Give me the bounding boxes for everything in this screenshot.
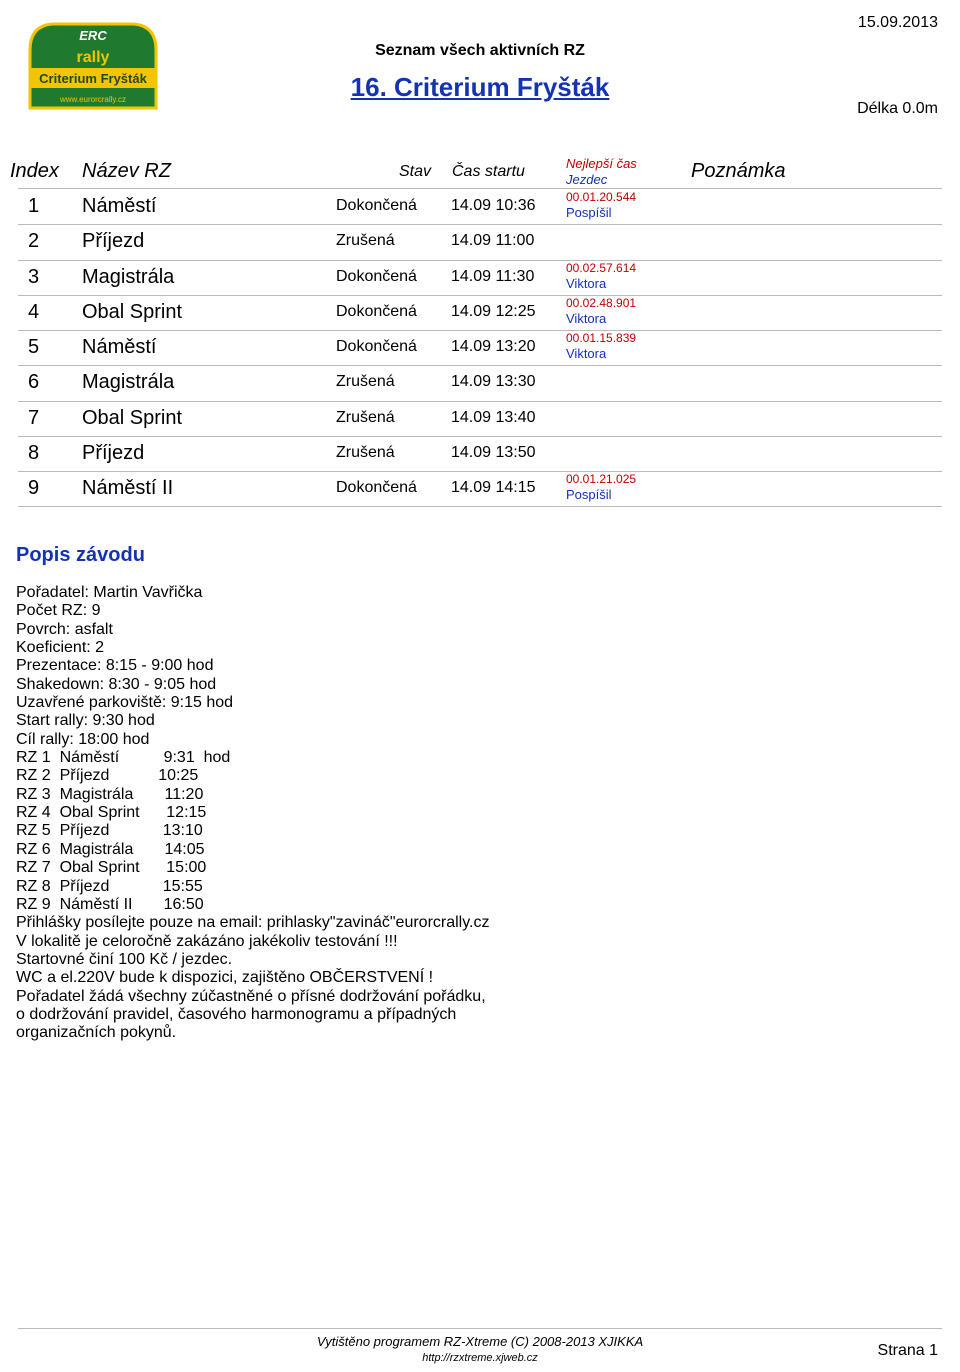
logo-rally-text: rally: [76, 49, 110, 66]
row-index: 7: [28, 406, 40, 429]
logo-erc-text: ERC: [79, 28, 107, 43]
row-index: 1: [28, 195, 40, 217]
table-row: [0, 261, 960, 296]
description-line: o dodržování pravidel, časového harmonogramu a případných: [16, 1005, 457, 1023]
total-length: Délka 0.0m: [857, 100, 938, 117]
print-date: 15.09.2013: [857, 14, 938, 31]
row-best-time: 00.02.57.614: [566, 260, 637, 275]
row-stage-name: Náměstí: [82, 336, 157, 358]
row-status: Dokončená: [336, 479, 417, 496]
description-line: Pořadatel žádá všechny zúčastněné o přísné dodržování pořádku,: [16, 987, 486, 1005]
row-status: Dokončená: [336, 197, 417, 214]
row-start-time: 14.09 11:30: [451, 267, 535, 285]
row-stage-name: Náměstí II: [82, 477, 174, 499]
footer-printed-by: Vytištěno programem RZ-Xtreme (C) 2008-2013 XJIKKA: [316, 1334, 644, 1349]
column-header-index: Index: [10, 160, 59, 182]
page-subtitle: Seznam všech aktivních RZ: [375, 42, 585, 59]
row-index: 5: [28, 336, 40, 358]
description-line: RZ 5 Příjezd 13:10: [16, 822, 203, 840]
row-index: 8: [28, 441, 40, 464]
description-line: RZ 1 Náměstí 9:31 hod: [16, 749, 231, 767]
description-line: Shakedown: 8:30 - 9:05 hod: [16, 675, 217, 693]
description-line: V lokalitě je celoročně zakázáno jakékoliv testování !!!: [16, 932, 398, 950]
row-start-time: 14.09 13:20: [451, 338, 536, 355]
table-row: [0, 402, 960, 437]
row-start-time: 14.09 12:25: [451, 302, 536, 320]
row-best-time: 00.01.20.544: [566, 190, 637, 204]
row-index: 6: [28, 371, 40, 394]
page-title[interactable]: 16. Criterium Fryšták: [350, 72, 610, 102]
description-line: RZ 9 Náměstí II 16:50: [16, 895, 204, 913]
table-row: [0, 190, 960, 225]
row-start-time: 14.09 14:15: [451, 479, 536, 496]
row-status: Dokončená: [336, 302, 417, 320]
description-line: Uzavřené parkoviště: 9:15 hod: [16, 694, 234, 712]
description-line: Počet RZ: 9: [16, 602, 101, 620]
race-description: [16, 584, 489, 1043]
row-index: 9: [28, 477, 40, 499]
row-best-time: 00.01.21.025: [566, 472, 637, 486]
description-line: WC a el.220V bude k dispozici, zajištěno OBČERSTVENÍ !: [16, 969, 434, 987]
footer-divider: [18, 1328, 942, 1329]
table-row: [0, 437, 960, 472]
table-row: [0, 225, 960, 260]
row-driver: Viktora: [566, 346, 607, 361]
description-line: Startovné činí 100 Kč / jezdec.: [16, 950, 233, 968]
description-line: Povrch: asfalt: [16, 620, 113, 638]
description-line: RZ 4 Obal Sprint 12:15: [16, 804, 207, 822]
row-start-time: 14.09 10:36: [451, 197, 536, 214]
row-index: 3: [28, 265, 40, 288]
row-divider: [18, 506, 942, 507]
description-line: Cíl rally: 18:00 hod: [16, 730, 150, 748]
column-header-note: Poznámka: [691, 160, 786, 182]
table-row: [0, 472, 960, 507]
row-status: Zrušená: [336, 443, 395, 461]
row-status: Dokončená: [336, 267, 417, 285]
logo-url-text: www.eurorcrally.cz: [59, 95, 127, 104]
description-line: Přihlášky posílejte pouze na email: prihlasky"zavináč"eurorcrally.cz: [16, 914, 490, 932]
section-title: Popis závodu: [16, 544, 145, 566]
row-status: Zrušená: [336, 232, 395, 250]
column-header-driver: Jezdec: [566, 172, 608, 187]
row-best-time: 00.01.15.839: [566, 331, 637, 345]
row-best-time: 00.02.48.901: [566, 295, 637, 310]
row-stage-name: Příjezd: [82, 441, 145, 464]
column-header-name: Název RZ: [82, 160, 171, 182]
table-row: [0, 366, 960, 401]
row-start-time: 14.09 13:30: [451, 373, 536, 391]
column-header-stav: Stav: [399, 163, 432, 180]
row-stage-name: Obal Sprint: [82, 406, 183, 429]
row-index: 4: [28, 300, 40, 323]
description-line: RZ 7 Obal Sprint 15:00: [16, 859, 207, 877]
row-stage-name: Magistrála: [82, 265, 175, 288]
description-line: Koeficient: 2: [16, 639, 105, 657]
row-stage-name: Náměstí: [82, 195, 157, 217]
table-row: [0, 296, 960, 331]
row-stage-name: Příjezd: [82, 230, 145, 253]
row-start-time: 14.09 13:40: [451, 408, 536, 426]
row-status: Zrušená: [336, 408, 395, 426]
description-line: RZ 6 Magistrála 14:05: [16, 840, 205, 858]
description-line: Start rally: 9:30 hod: [16, 712, 155, 730]
row-stage-name: Obal Sprint: [82, 300, 183, 323]
description-line: RZ 3 Magistrála 11:20: [16, 785, 204, 803]
page-number: Strana 1: [877, 1342, 938, 1359]
row-driver: Pospíšil: [566, 205, 612, 220]
column-header-best: Nejlepší čas: [566, 156, 637, 171]
table-row: [0, 331, 960, 366]
description-line: organizačních pokynů.: [16, 1024, 177, 1042]
row-driver: Pospíšil: [566, 487, 612, 502]
row-start-time: 14.09 13:50: [451, 443, 536, 461]
footer-url[interactable]: http://rzxtreme.xjweb.cz: [422, 1352, 538, 1364]
row-index: 2: [28, 230, 40, 253]
row-driver: Viktora: [566, 310, 607, 326]
logo-name-text: Criterium Fryšták: [39, 71, 147, 86]
row-status: Dokončená: [336, 338, 417, 355]
description-line: Prezentace: 8:15 - 9:00 hod: [16, 657, 214, 675]
row-status: Zrušená: [336, 373, 395, 391]
row-stage-name: Magistrála: [82, 371, 175, 394]
column-header-time: Čas startu: [452, 163, 525, 180]
description-line: RZ 8 Příjezd 15:55: [16, 877, 203, 895]
description-line: RZ 2 Příjezd 10:25: [16, 767, 199, 785]
header-divider: [18, 188, 942, 189]
row-start-time: 14.09 11:00: [451, 232, 535, 250]
description-line: Pořadatel: Martin Vavřička: [16, 584, 203, 601]
row-driver: Viktora: [566, 275, 607, 291]
